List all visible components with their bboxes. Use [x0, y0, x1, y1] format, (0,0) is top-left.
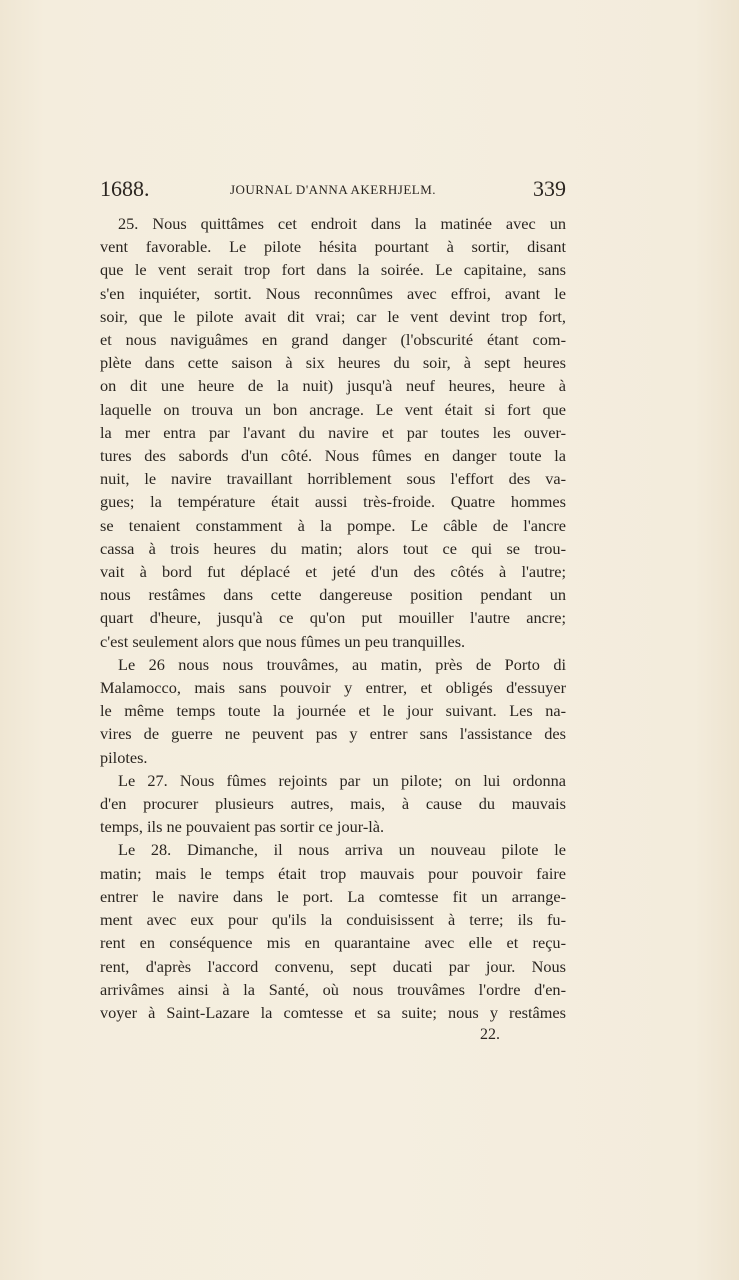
text-line: Malamocco, mais sans pouvoir y entrer, et obligés d'essuyer	[100, 678, 566, 698]
text-line: s'en inquiéter, sortit. Nous reconnûmes avec effroi, avant le	[100, 283, 566, 303]
text-line: tures des sabords d'un côté. Nous fûmes en danger toute la	[100, 446, 566, 466]
text-line: quart d'heure, jusqu'à ce qu'on put mouiller l'autre ancre;	[100, 608, 566, 628]
header-title: JOURNAL D'ANNA AKERHJELM.	[229, 182, 437, 197]
text-line: se tenaient constamment à la pompe. Le câble de l'ancre	[100, 515, 566, 535]
text-line: vent favorable. Le pilote hésita pourtant à sortir, disant	[100, 237, 566, 257]
text-line: plète dans cette saison à six heures du soir, à sept heures	[100, 353, 566, 373]
text-line: temps, ils ne pouvaient pas sortir ce jour-là.	[100, 817, 385, 837]
text-line: que le vent serait trop fort dans la soirée. Le capitaine, sans	[100, 260, 566, 280]
text-line: vait à bord fut déplacé et jeté d'un des côtés à l'autre;	[100, 562, 566, 582]
text-line: cassa à trois heures du matin; alors tout ce qui se trou-	[100, 538, 566, 558]
signature-mark: 22.	[480, 1026, 500, 1043]
text-line: voyer à Saint-Lazare la comtesse et sa suite; nous y restâmes	[100, 1002, 566, 1022]
running-header	[100, 176, 566, 210]
text-line: soir, que le pilote avait dit vrai; car le vent devint trop fort,	[100, 306, 566, 326]
text-line: matin; mais le temps était trop mauvais pour pouvoir faire	[100, 863, 566, 883]
text-line: on dit une heure de la nuit) jusqu'à neuf heures, heure à	[100, 376, 566, 396]
text-line: arrivâmes ainsi à la Santé, où nous trouvâmes l'ordre d'en-	[100, 979, 566, 999]
header-year: 1688.	[100, 176, 150, 201]
page-number: 339	[533, 176, 566, 201]
text-line: Le 26 nous nous trouvâmes, au matin, près de Porto di	[118, 654, 566, 674]
text-line: Le 27. Nous fûmes rejoints par un pilote; on lui ordonna	[118, 770, 566, 790]
text-line: 25. Nous quittâmes cet endroit dans la matinée avec un	[118, 214, 566, 233]
text-line: laquelle on trouva un bon ancrage. Le vent était si fort que	[100, 399, 566, 419]
text-line: ment avec eux pour qu'ils la conduisissent à terre; ils fu-	[100, 910, 566, 930]
text-line: et nous naviguâmes en grand danger (l'obscurité étant com-	[100, 330, 566, 350]
text-line: Le 28. Dimanche, il nous arriva un nouveau pilote le	[118, 840, 566, 860]
text-line: le même temps toute la journée et le jour suivant. Les na-	[100, 701, 566, 721]
text-line: nous restâmes dans cette dangereuse position pendant un	[100, 585, 566, 605]
text-line: c'est seulement alors que nous fûmes un peu tranquilles.	[100, 631, 466, 651]
text-line: gues; la température était aussi très-froide. Quatre hommes	[100, 492, 566, 512]
text-line: d'en procurer plusieurs autres, mais, à cause du mauvais	[100, 794, 566, 814]
text-line: vires de guerre ne peuvent pas y entrer sans l'assistance des	[100, 724, 566, 744]
text-line: pilotes.	[100, 747, 148, 767]
text-line: la mer entra par l'avant du navire et par toutes les ouver-	[100, 422, 566, 442]
text-line: rent en conséquence mis en quarantaine avec elle et reçu-	[100, 933, 566, 953]
text-line: nuit, le navire travaillant horriblement sous l'effort des va-	[100, 469, 566, 489]
text-line: entrer le navire dans le port. La comtesse fit un arrange-	[100, 886, 566, 906]
body-text	[100, 212, 566, 1024]
text-line: rent, d'après l'accord convenu, sept ducati par jour. Nous	[100, 956, 566, 976]
